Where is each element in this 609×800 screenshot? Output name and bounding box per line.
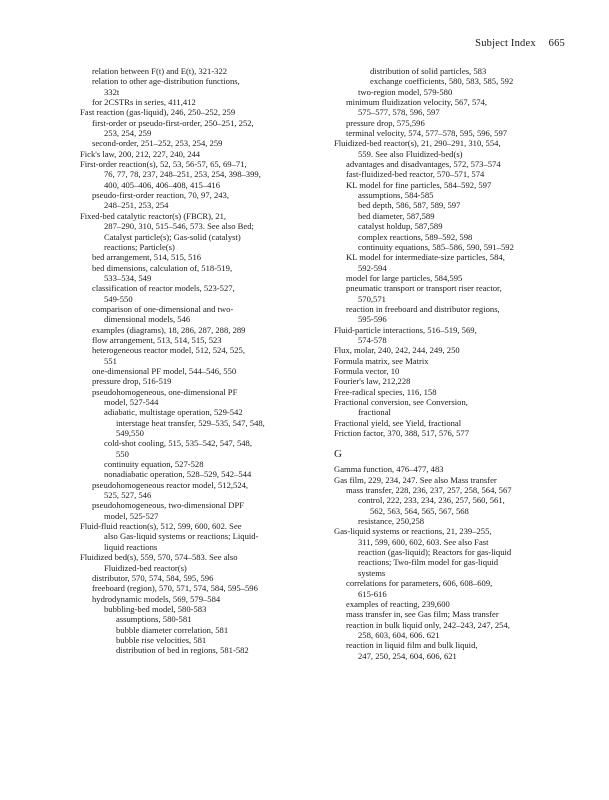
index-subentry: reaction in freeboard and distributor regions,	[346, 303, 500, 314]
index-subentry: minimum fluidization velocity, 567, 574,	[346, 97, 487, 108]
index-subentry: two-region model, 579-580	[358, 86, 453, 97]
page-number: 665	[548, 38, 565, 49]
index-subentry: 551	[104, 355, 117, 366]
index-subentry: Fluidized-bed reactor(s)	[104, 562, 187, 573]
index-subentry: bubble diameter correlation, 581	[116, 624, 229, 635]
index-subentry: pseudohomogeneous, two-dimensional DPF	[92, 500, 245, 511]
index-subentry: pseudohomogeneous, one-dimensional PF	[92, 386, 238, 397]
index-subentry: KL model for intermediate-size particles, 584,	[346, 252, 505, 263]
index-subentry: interstage heat transfer, 529–535, 547, 548,	[116, 417, 265, 428]
index-entry: Free-radical species, 116, 158	[334, 386, 437, 397]
index-subentry: 525, 527, 546	[104, 490, 152, 501]
index-subentry: nonadiabatic operation, 528–529, 542–544	[104, 469, 252, 480]
index-subentry: continuity equations, 585–586, 590, 591–592	[358, 241, 514, 252]
index-subentry: 400, 405–406, 406–408, 415–416	[104, 179, 221, 190]
index-subentry: 570,571	[358, 293, 386, 304]
index-subentry: fast-fluidized-bed reactor, 570–571, 574	[346, 169, 485, 180]
index-subentry: 550	[116, 448, 129, 459]
index-subentry: distributor, 570, 574, 584, 595, 596	[92, 572, 214, 583]
index-subentry: 592-594	[358, 262, 387, 273]
index-subentry: reaction (gas-liquid); Reactors for gas-liquid	[358, 547, 512, 558]
index-subentry: pseudohomogeneous reactor model, 512,524,	[92, 479, 249, 490]
index-subentry: examples (diagrams), 18, 286, 287, 288, 289	[92, 324, 246, 335]
index-subentry: bed dimensions, calculation of, 518-519,	[92, 262, 233, 273]
index-subentry: 574-578	[358, 334, 387, 345]
index-entry: Fluidized bed(s), 559, 570, 574–583. See also	[80, 552, 238, 563]
index-subentry: 258, 603, 604, 606. 621	[358, 629, 440, 640]
index-subentry: relation to other age-distribution functions,	[92, 76, 240, 87]
index-entry: Fluidized-bed reactor(s), 21, 290–291, 310, 554,	[334, 138, 501, 149]
index-subentry: 575–577, 578, 596, 597	[358, 107, 440, 118]
index-subentry: exchange coefficients, 580, 583, 585, 592	[370, 76, 514, 87]
index-column-left	[80, 66, 330, 656]
index-subentry: bed depth, 586, 587, 589, 597	[358, 200, 461, 211]
index-subentry: 549,550	[116, 428, 144, 439]
index-entry: Gas-liquid systems or reactions, 21, 239–255,	[334, 526, 492, 537]
index-subentry: comparison of one-dimensional and two-	[92, 303, 234, 314]
index-subentry: resistance, 250,258	[358, 516, 425, 527]
index-subentry: bubbling-bed model, 580-583	[104, 603, 207, 614]
index-entry: Gas film, 229, 234, 247. See also Mass transfer	[334, 474, 497, 485]
index-subentry: 615-616	[358, 588, 387, 599]
index-subentry: pneumatic transport or transport riser reactor,	[346, 283, 502, 294]
index-subentry: distribution of bed in regions, 581-582	[116, 645, 249, 656]
index-subentry: 311, 599, 600, 602, 603. See also Fast	[358, 536, 489, 547]
index-entry: Gamma function, 476–477, 483	[334, 464, 444, 475]
index-entry: Fluid-particle interactions, 516–519, 569,	[334, 324, 477, 335]
index-subentry: model, 525-527	[104, 510, 159, 521]
index-subentry: catalyst holdup, 587,589	[358, 221, 443, 232]
index-subentry: 247, 250, 254, 604, 606, 621	[358, 650, 457, 661]
index-subentry: pressure drop, 516-519	[92, 376, 172, 387]
index-subentry: examples of reacting, 239,600	[346, 598, 450, 609]
index-entry: Fluid-fluid reaction(s), 512, 599, 600, 602. See	[80, 521, 242, 532]
index-subentry: pressure drop, 575,596	[346, 117, 425, 128]
index-subentry: model, 527-544	[104, 397, 159, 407]
index-subentry: bed arrangement, 514, 515, 516	[92, 252, 202, 263]
index-entry: Fourier's law, 212,228	[334, 376, 411, 387]
index-column-right	[334, 66, 584, 661]
index-entry: Flux, molar, 240, 242, 244, 249, 250	[334, 345, 460, 356]
index-subentry: reactions; Particle(s)	[104, 241, 175, 252]
section-letter-heading: G	[334, 448, 342, 461]
index-subentry: 248–251, 253, 254	[104, 200, 169, 211]
index-entry: Fast reaction (gas-liquid), 246, 250–252, 259	[80, 107, 236, 118]
index-subentry: second-order, 251–252, 253, 254, 259	[92, 138, 223, 149]
index-subentry: 287–290, 310, 515–546, 573. See also Bed;	[104, 221, 254, 232]
index-subentry: complex reactions, 589–592, 598	[358, 231, 473, 242]
index-subentry: 562, 563, 564, 565, 567, 568	[370, 505, 469, 516]
index-subentry: 76, 77, 78, 237, 248–251, 253, 254, 398–399,	[104, 169, 261, 180]
index-entry: First-order reaction(s), 52, 53, 56-57, 65, 69–71,	[80, 159, 247, 170]
index-entry: Fixed-bed catalytic reactor(s) (FBCR), 21,	[80, 210, 227, 221]
index-subentry: 549-550	[104, 293, 133, 304]
index-subentry: correlations for parameters, 606, 608–609,	[346, 578, 493, 589]
index-subentry: first-order or pseudo-first-order, 250–251, 252,	[92, 117, 254, 128]
index-subentry: bed diameter, 587,589	[358, 210, 435, 221]
index-subentry: 595-596	[358, 314, 387, 325]
index-subentry: 559. See also Fluidized-bed(s)	[358, 148, 463, 159]
index-subentry: heterogeneous reactor model, 512, 524, 525,	[92, 345, 245, 356]
running-header	[465, 38, 565, 49]
index-subentry: hydrodynamic models, 569, 579–584	[92, 593, 221, 604]
index-subentry: KL model for fine particles, 584–592, 597	[346, 179, 492, 190]
index-entry: Fick's law, 200, 212, 227, 240, 244	[80, 148, 201, 159]
index-subentry: dimensional models, 546	[104, 314, 191, 325]
index-subentry: classification of reactor models, 523-527,	[92, 283, 235, 294]
index-subentry: cold-shot cooling, 515, 535–542, 547, 548,	[104, 438, 252, 449]
index-subentry: 533–534, 549	[104, 272, 152, 283]
index-entry: Formula matrix, see Matrix	[334, 355, 429, 366]
index-subentry: 332t	[104, 86, 120, 97]
index-subentry: mass transfer, 228, 236, 237, 257, 258, 564, 567	[346, 485, 512, 496]
index-entry: Friction factor, 370, 388, 517, 576, 577	[334, 428, 469, 439]
index-subentry: control, 222, 233, 234, 236, 257, 560, 561,	[358, 495, 505, 506]
index-subentry: flow arrangement, 513, 514, 515, 523	[92, 334, 222, 345]
index-entry: Fractional conversion, see Conversion,	[334, 397, 468, 407]
index-subentry: pseudo-first-order reaction, 70, 97, 243,	[92, 190, 229, 201]
index-subentry: distribution of solid particles, 583	[370, 66, 487, 76]
index-entry: Fractional yield, see Yield, fractional	[334, 417, 462, 428]
index-subentry: reaction in liquid film and bulk liquid,	[346, 640, 478, 651]
index-subentry: relation between F(t) and E(t), 321-322	[92, 66, 228, 76]
index-subentry: freeboard (region), 570, 571, 574, 584, 595–596	[92, 583, 258, 594]
index-subentry: bubble rise velocities, 581	[116, 634, 207, 645]
index-subentry: mass transfer in, see Gas film; Mass transfer	[346, 609, 499, 620]
index-subentry: assumptions, 580-581	[116, 614, 192, 625]
index-entry: Formula vector, 10	[334, 365, 400, 376]
index-subentry: 253, 254, 259	[104, 128, 152, 139]
index-subentry: one-dimensional PF model, 544–546, 550	[92, 365, 237, 376]
index-subentry: assumptions, 584-585	[358, 190, 434, 201]
index-subentry: systems	[358, 567, 386, 578]
index-subentry: advantages and disadvantages, 572, 573–574	[346, 159, 501, 170]
index-subentry: liquid reactions	[104, 541, 158, 552]
index-subentry: for 2CSTRs in series, 411,412	[92, 97, 196, 108]
running-header-title: Subject Index	[475, 38, 536, 49]
index-subentry: fractional	[358, 407, 391, 418]
index-subentry: reactions; Two-film model for gas-liquid	[358, 557, 499, 568]
index-subentry: adiabatic, multistage operation, 529-542	[104, 407, 243, 418]
index-subentry: also Gas-liquid systems or reactions; Liquid-	[104, 531, 259, 542]
index-subentry: continuity equation, 527-528	[104, 459, 204, 470]
index-subentry: model for large particles, 584,595	[346, 272, 463, 283]
index-subentry: Catalyst particle(s); Gas-solid (catalyst)	[104, 231, 241, 242]
index-subentry: reaction in bulk liquid only, 242–243, 247, 254,	[346, 619, 510, 630]
index-subentry: terminal velocity, 574, 577–578, 595, 596, 597	[346, 128, 508, 139]
